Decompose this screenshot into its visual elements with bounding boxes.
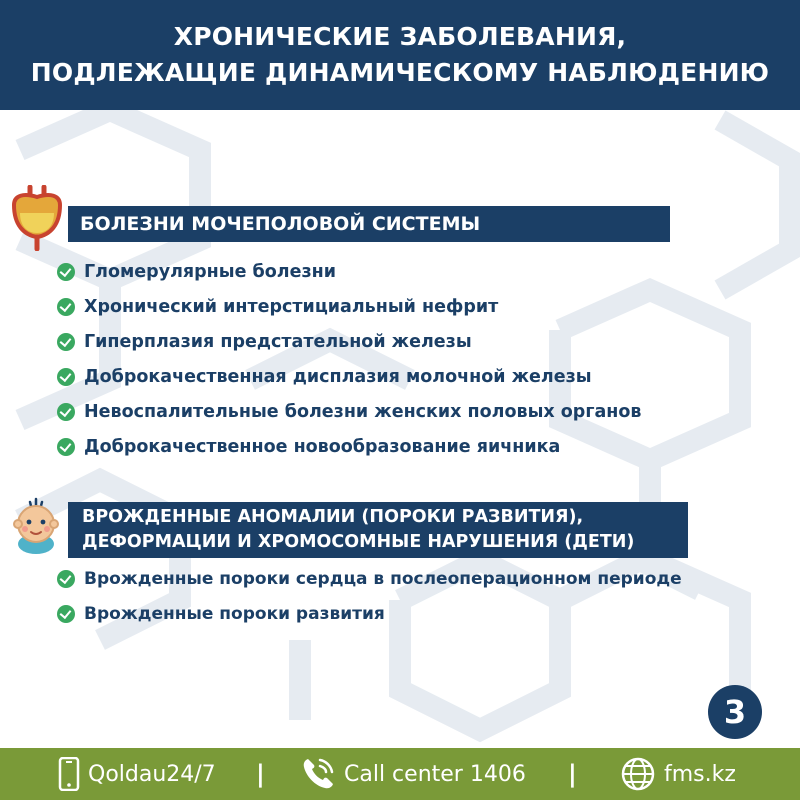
- list-item-text: Врожденные пороки сердца в послеоперационном периоде: [84, 569, 682, 589]
- list-item-text: Невоспалительные болезни женских половых органов: [84, 402, 642, 422]
- footer-call-center[interactable]: [300, 748, 526, 800]
- list-item: [57, 259, 336, 285]
- page-title-line-2: ПОДЛЕЖАЩИЕ ДИНАМИЧЕСКОМУ НАБЛЮДЕНИЮ: [30, 58, 770, 87]
- list-item: [57, 329, 472, 355]
- check-icon: [57, 298, 75, 316]
- check-icon: [57, 403, 75, 421]
- check-icon: [57, 333, 75, 351]
- page-title-line-1: ХРОНИЧЕСКИЕ ЗАБОЛЕВАНИЯ,: [173, 22, 627, 51]
- list-item: [57, 399, 641, 425]
- list-item: [57, 566, 682, 592]
- list-item: [57, 294, 498, 320]
- footer-qoldau[interactable]: [58, 748, 216, 800]
- list-item: [57, 364, 592, 390]
- call-icon: [300, 756, 336, 792]
- check-icon: [57, 605, 75, 623]
- footer-bar: [0, 748, 800, 800]
- footer-qoldau-label: Qoldau24/7: [88, 761, 216, 787]
- bladder-icon: [8, 185, 66, 251]
- footer-separator: |: [256, 760, 265, 788]
- check-icon: [57, 368, 75, 386]
- baby-icon: [10, 496, 62, 556]
- list-item-text: Гиперплазия предстательной железы: [84, 332, 472, 352]
- header-banner: [0, 0, 800, 110]
- list-item-text: Врожденные пороки развития: [84, 604, 385, 624]
- check-icon: [57, 263, 75, 281]
- section-title-line: БОЛЕЗНИ МОЧЕПОЛОВОЙ СИСТЕМЫ: [80, 213, 481, 235]
- check-icon: [57, 570, 75, 588]
- footer-separator: |: [568, 760, 577, 788]
- footer-call-center-label: Call center 1406: [344, 761, 526, 787]
- list-item-text: Хронический интерстициальный нефрит: [84, 297, 499, 317]
- section-title-line: ВРОЖДЕННЫЕ АНОМАЛИИ (ПОРОКИ РАЗВИТИЯ),: [82, 507, 584, 527]
- phone-icon: [58, 757, 80, 791]
- list-item-text: Гломерулярные болезни: [84, 262, 337, 282]
- footer-website[interactable]: [620, 748, 736, 800]
- globe-icon: [620, 756, 656, 792]
- list-item: [57, 434, 560, 460]
- section-genitourinary-title: [68, 206, 670, 242]
- section-congenital-title: [68, 502, 688, 558]
- page-number-badge: 3: [708, 685, 762, 739]
- section-title-line: ДЕФОРМАЦИИ И ХРОМОСОМНЫЕ НАРУШЕНИЯ (ДЕТИ): [82, 532, 635, 552]
- check-icon: [57, 438, 75, 456]
- list-item-text: Доброкачественная дисплазия молочной железы: [84, 367, 592, 387]
- list-item-text: Доброкачественное новообразование яичника: [84, 437, 561, 457]
- list-item: [57, 601, 385, 627]
- footer-website-label: fms.kz: [664, 761, 736, 787]
